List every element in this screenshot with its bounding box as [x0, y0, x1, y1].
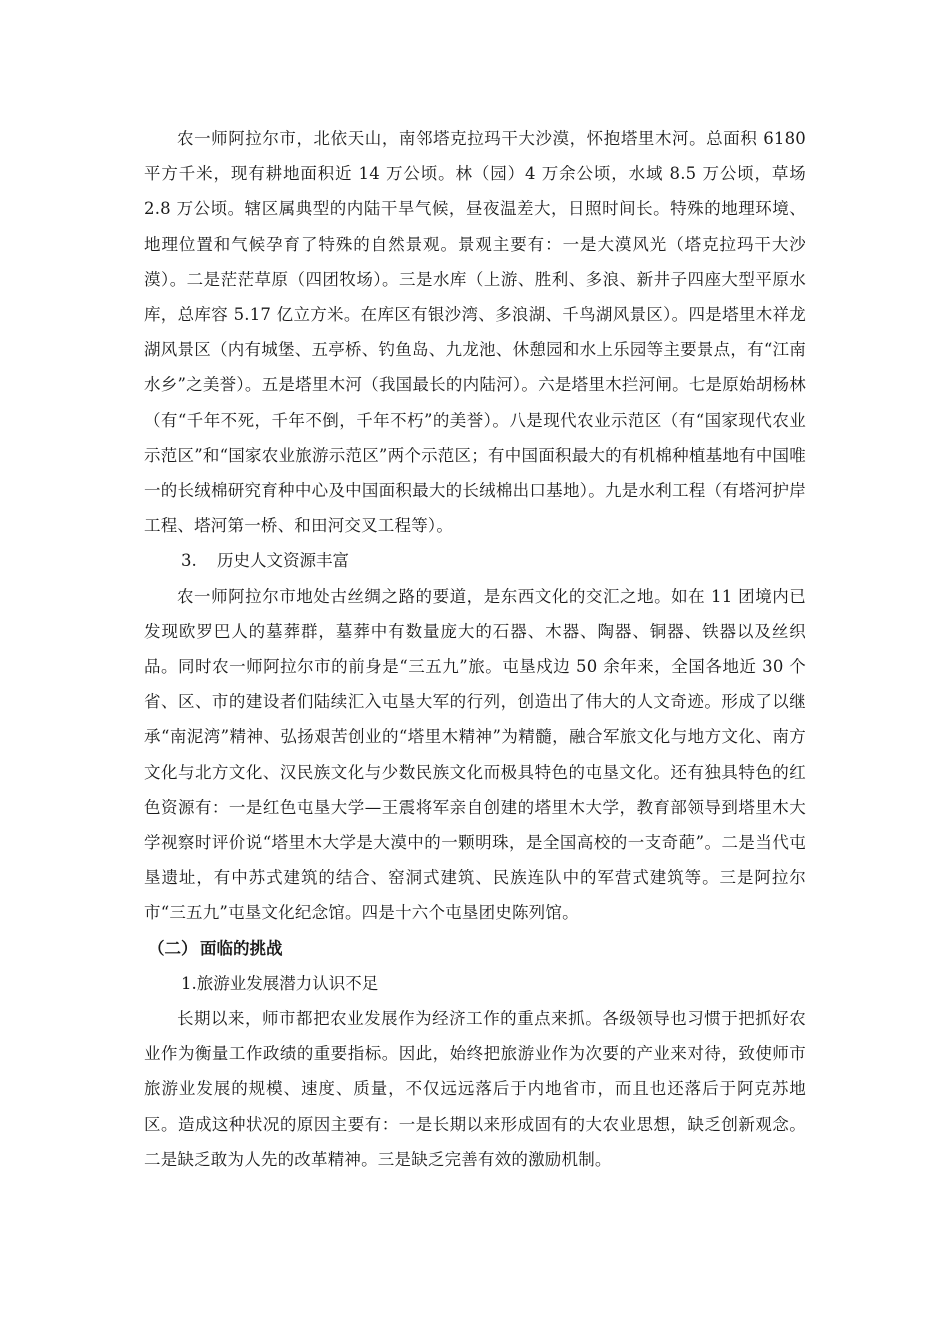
paragraph-history-culture: 农一师阿拉尔市地处古丝绸之路的要道，是东西文化的交汇之地。如在 11 团境内已发现欧罗巴人的墓葬群，墓葬中有数量庞大的石器、木器、陶器、铜器、铁器以及丝织品。同时农一师阿拉尔市的前身是“三五九”旅。屯垦戍边 50 余年来，全国各地近 30 个省、区、市的建设者们陆续汇入屯垦大军的行列，创造出了伟大的人文奇迹。形成了以继承“南泥湾”精神、弘扬艰苦创业的“塔里木精神”为精髓，融合军旅文化与地方文化、南方文化与北方文化、汉民族文化与少数民族文化而极具特色的屯垦文化。还有独具特色的红色资源有：一是红色屯垦大学—王震将军亲自创建的塔里木大学，教育部领导到塔里木大学视察时评价说“塔里木大学是大漠中的一颗明珠，是全国高校的一支奇葩”。二是当代屯垦遗址，有中苏式建筑的结合、窑洞式建筑、民族连队中的军营式建筑等。三是阿拉尔市“三五九”屯垦文化纪念馆。四是十六个屯垦团史陈列馆。	[144, 586, 806, 923]
item-title: 历史人文资源丰富	[217, 551, 349, 571]
paragraph-tourism-awareness: 长期以来，师市都把农业发展作为经济工作的重点来抓。各级领导也习惯于把抓好农业作为衡量工作政绩的重要指标。因此，始终把旅游业作为次要的产业来对待，致使师市旅游业发展的规模、速度、质量，不仅远远落后于内地省市，而且也还落后于阿克苏地区。造成这种状况的原因主要有：一是长期以来形成固有的大农业思想，缺乏创新观念。二是缺乏敢为人先的改革精神。三是缺乏完善有效的激励机制。	[144, 1009, 806, 1169]
section-heading-challenges	[144, 931, 806, 966]
document-body	[144, 121, 806, 1177]
item-heading-tourism-awareness	[144, 966, 806, 1001]
paragraph-natural-landscape: 农一师阿拉尔市，北依天山，南邻塔克拉玛干大沙漠，怀抱塔里木河。总面积 6180 平方千米，现有耕地面积近 14 万公顷。林（园）4 万余公顷，水域 8.5 万公顷，草场 2.8 万公顷。辖区属典型的内陆干旱气候，昼夜温差大，日照时间长。特殊的地理环境、地理位置和气候孕育了特殊的自然景观。景观主要有：一是大漠风光（塔克拉玛干大沙漠）。二是茫茫草原（四团牧场）。三是水库（上游、胜利、多浪、新井子四座大型平原水库，总库容 5.17 亿立方米。在库区有银沙湾、多浪湖、千鸟湖风景区）。四是塔里木祥龙湖风景区（内有城堡、五亭桥、钓鱼岛、九龙池、休憩园和水上乐园等主要景点，有“江南水乡”之美誉）。五是塔里木河（我国最长的内陆河）。六是塔里木拦河闸。七是原始胡杨林（有“千年不死，千年不倒，千年不朽”的美誉）。八是现代农业示范区（有“国家现代农业示范区”和“国家农业旅游示范区”两个示范区；有中国面积最大的有机棉种植基地有中国唯一的长绒棉研究育种中心及中国面积最大的长绒棉出口基地）。九是水利工程（有塔河护岸工程、塔河第一桥、和田河交叉工程等）。	[144, 129, 806, 536]
section-title: 面临的挑战	[200, 938, 283, 958]
section-number: （二）	[148, 938, 198, 958]
item-number: 3.	[181, 551, 197, 571]
item-heading-history-culture	[144, 543, 806, 578]
item-title: 1.旅游业发展潜力认识不足	[181, 973, 379, 993]
